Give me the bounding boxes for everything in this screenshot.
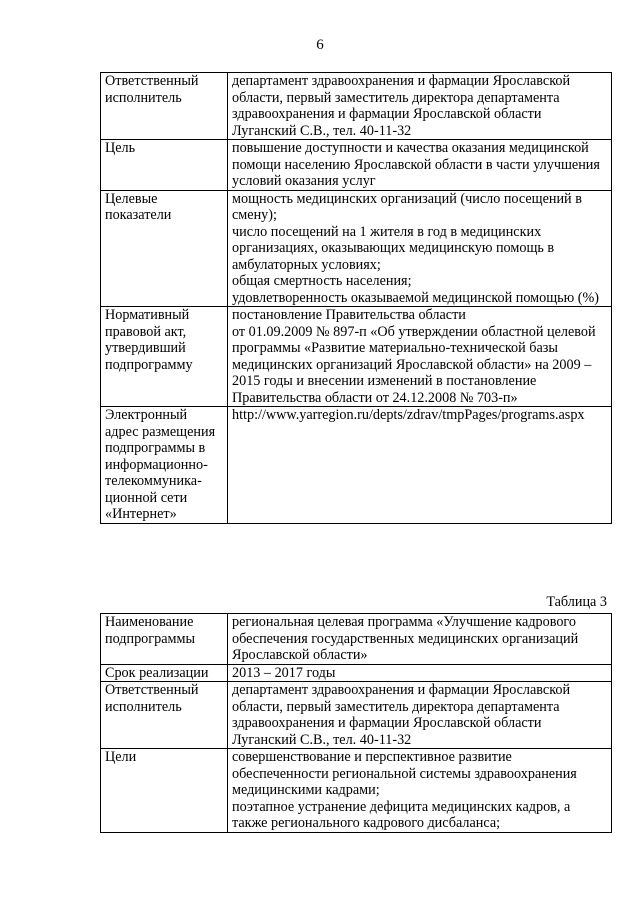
row-value <box>228 407 612 524</box>
value-line: региональная целевая программа «Улучшение кадрового обеспечения государственных медицинских организаций Ярославской области» <box>232 614 579 663</box>
table-row <box>101 73 612 140</box>
table-row <box>101 749 612 833</box>
row-label: Ответственный исполнитель <box>101 73 228 140</box>
value-line: департамент здравоохранения и фармации Ярославской области, первый заместитель директора департамента здравоохранения и фармации Ярославской области Луганский С.В., тел. 40-11-32 <box>232 682 571 748</box>
row-label: Наименование подпрограммы <box>101 614 228 665</box>
value-line: удовлетворенность оказываемой медицинской помощью (%) <box>232 289 600 306</box>
table-row <box>101 664 612 682</box>
table-row <box>101 140 612 191</box>
row-value <box>228 614 612 665</box>
passport-table-bottom <box>100 613 612 833</box>
value-line: мощность медицинских организаций (число посещений в смену); <box>232 190 582 223</box>
value-line: департамент здравоохранения и фармации Ярославской области, первый заместитель директора департамента здравоохранения и фармации Ярославской области Луганский С.В., тел. 40-11-32 <box>232 73 571 139</box>
page-number: 6 <box>316 37 324 53</box>
row-label: Ответственный исполнитель <box>101 682 228 749</box>
row-value <box>228 664 612 682</box>
row-label: Цель <box>101 140 228 191</box>
table-row <box>101 190 612 307</box>
value-line: http://www.yarregion.ru/depts/zdrav/tmpPages/programs.aspx <box>232 407 585 423</box>
row-value <box>228 682 612 749</box>
value-line: 2013 – 2017 годы <box>232 664 336 681</box>
table-row <box>101 614 612 665</box>
value-line: от 01.09.2009 № 897-п «Об утверждении областной целевой программы «Развитие материально-технической базы медицинских организаций Ярославской области» на 2009 – 2015 годы и внесении изменений в постановление Правительства области от 24.12.2008 № 703-п» <box>232 323 596 406</box>
value-line: повышение доступности и качества оказания медицинской помощи населению Ярославской области в части улучшения условий оказания услуг <box>232 140 600 189</box>
row-label: Нормативный правовой акт, утвердивший подпрограмму <box>101 307 228 407</box>
value-line: постановление Правительства области <box>232 307 466 323</box>
value-line: поэтапное устранение дефицита медицинских кадров, а также регионального кадрового дисбаланса; <box>232 798 571 831</box>
table-row <box>101 307 612 407</box>
row-value <box>228 73 612 140</box>
value-line: совершенствование и перспективное развитие обеспеченности региональной системы здравоохранения медицинскими кадрами; <box>232 749 577 798</box>
table-row <box>101 407 612 524</box>
row-label: Целевые показатели <box>101 190 228 307</box>
row-value <box>228 307 612 407</box>
table-caption: Таблица 3 <box>546 594 607 610</box>
row-label: Цели <box>101 749 228 833</box>
row-value <box>228 140 612 191</box>
row-label: Срок реализации <box>101 664 228 682</box>
row-value <box>228 190 612 307</box>
row-label: Электронный адрес размещения подпрограммы в информационно-телекоммуника-ционной сети «Интернет» <box>101 407 228 524</box>
table-row <box>101 682 612 749</box>
row-value <box>228 749 612 833</box>
value-line: число посещений на 1 жителя в год в медицинских организациях, оказывающих медицинскую помощь в амбулаторных условиях; <box>232 223 555 273</box>
passport-table-top <box>100 72 612 524</box>
value-line: общая смертность населения; <box>232 273 412 289</box>
